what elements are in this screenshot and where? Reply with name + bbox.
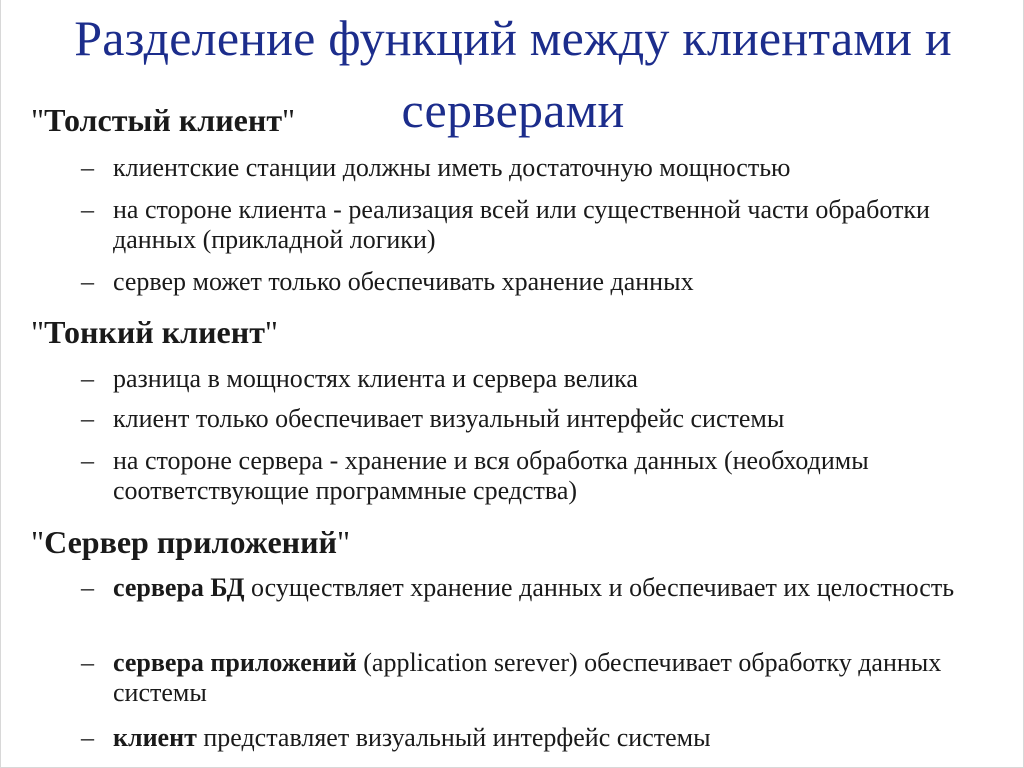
quote-open: ": [31, 102, 45, 138]
list-item-text: на стороне сервера - хранение и вся обработка данных (необходимы соответствующие программные средства): [113, 446, 869, 505]
list-item: [81, 404, 1011, 434]
list-item: [81, 364, 1011, 394]
list-item-rest: представляет визуальный интерфейс системы: [196, 723, 711, 752]
dash-bullet: –: [81, 573, 94, 602]
section-heading-text: Сервер приложений: [44, 524, 337, 560]
list-item: [81, 153, 1011, 183]
quote-open: ": [31, 314, 45, 350]
list-item-text: сервер может только обеспечивать хранение данных: [113, 267, 694, 296]
dash-bullet: –: [81, 404, 94, 433]
dash-bullet: –: [81, 195, 94, 224]
dash-bullet: –: [81, 364, 94, 393]
dash-bullet: –: [81, 153, 94, 182]
list-item-text: клиент только обеспечивает визуальный интерфейс системы: [113, 404, 785, 433]
dash-bullet: –: [81, 648, 94, 677]
section-heading-text: Тонкий клиент: [44, 314, 265, 350]
section-heading-text: Толстый клиент: [44, 102, 283, 138]
list-item-bold-term: сервера БД: [113, 573, 245, 602]
section-heading-thick-client: [31, 100, 295, 140]
quote-open: ": [31, 524, 45, 560]
list-item-text: [81, 573, 1011, 603]
list-item-text: разница в мощностях клиента и сервера велика: [113, 364, 638, 393]
list-item-rest: (application serever) обеспечивает обработку данных системы: [113, 648, 942, 707]
list-item-text: [81, 723, 1011, 753]
quote-close: ": [264, 314, 278, 350]
dash-bullet: –: [81, 723, 94, 752]
list-item: [81, 648, 1011, 708]
section-heading-app-server: [31, 522, 350, 562]
quote-close: ": [336, 524, 351, 560]
dash-bullet: –: [81, 446, 94, 475]
section-heading-thin-client: [31, 312, 278, 352]
list-item: [81, 723, 1011, 753]
list-item-text: [81, 648, 1011, 708]
list-item: [81, 195, 1011, 255]
dash-bullet: –: [81, 267, 94, 296]
list-item-text: на стороне клиента - реализация всей или существенной части обработки данных (прикладной логики): [113, 195, 930, 254]
list-item: [81, 267, 1011, 297]
list-item-rest: осуществляет хранение данных и обеспечивает их целостность: [244, 573, 955, 602]
list-item: [81, 573, 1011, 603]
quote-close: ": [282, 102, 296, 138]
list-item: [81, 446, 1011, 506]
slide-title: Разделение функций между клиентами и серверами: [74, 10, 952, 138]
list-item-text: клиентские станции должны иметь достаточную мощностью: [113, 153, 791, 182]
list-item-bold-term: сервера приложений: [113, 648, 357, 677]
list-item-bold-term: клиент: [113, 723, 197, 752]
